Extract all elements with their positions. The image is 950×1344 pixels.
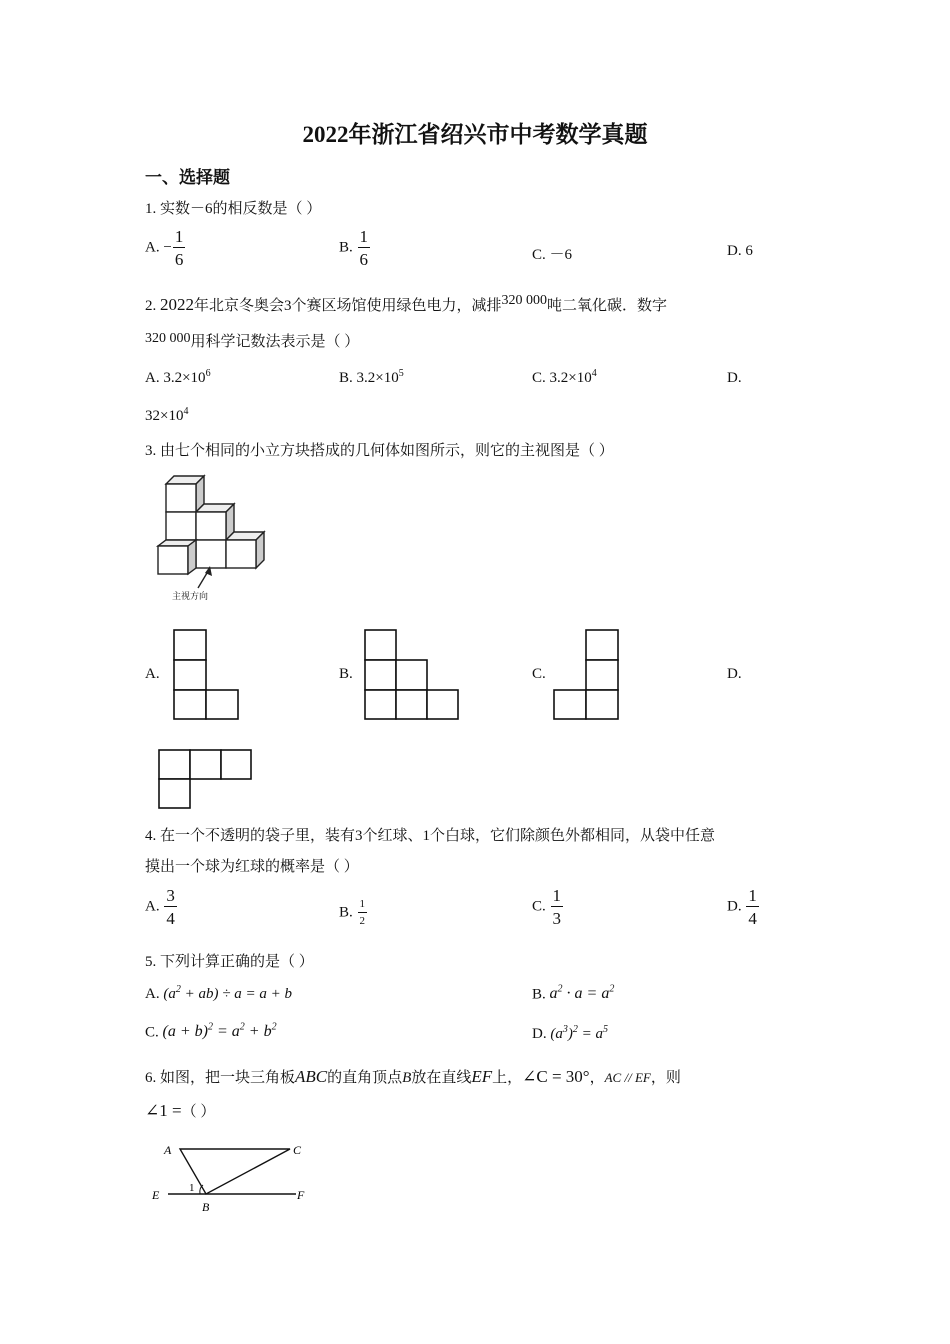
fraction: $\frac{1}{6}$ bbox=[359, 227, 369, 269]
q3-option-a-label[interactable]: A. bbox=[145, 666, 160, 682]
q5-option-b[interactable]: B. $a^2 \cdot a = a^2$ bbox=[532, 984, 615, 1003]
option-text: 6 bbox=[745, 243, 753, 259]
question-2-line-2: 320 000用科学记数法表示是（ ） bbox=[145, 331, 360, 350]
minus-sign: − bbox=[163, 239, 172, 256]
label-c: C bbox=[293, 1143, 302, 1157]
question-2-line-1: 2. 2022年北京冬奥会3个赛区场馆使用绿色电力，减排320 000吨二氧化碳．数字 bbox=[145, 293, 668, 314]
label-angle-1: 1 bbox=[189, 1182, 195, 1194]
q3-option-b-label[interactable]: B. bbox=[339, 666, 353, 682]
triangle-figure bbox=[150, 1138, 320, 1218]
question-6-line-1: 6. 如图，把一块三角板ABC的直角顶点B放在直线EF上，∠C = 30°，AC // EF，则 bbox=[145, 1067, 681, 1086]
option-label: B. bbox=[339, 239, 353, 256]
q3-option-c-label[interactable]: C. bbox=[532, 666, 546, 682]
cube-solid-figure bbox=[150, 470, 280, 610]
q1-option-c[interactable] bbox=[532, 243, 572, 264]
q1-option-a[interactable] bbox=[145, 228, 186, 268]
q2-option-b[interactable]: B. $3.2\times 10^5$ bbox=[339, 368, 404, 386]
q2-option-d-value: $32\times 10^4$ bbox=[145, 406, 189, 424]
question-1-stem: 1. 实数－6的相反数是（ ） bbox=[145, 201, 322, 217]
label-a: A bbox=[164, 1143, 172, 1157]
view-direction-label: 主视方向 bbox=[172, 592, 209, 602]
option-text: －6 bbox=[549, 247, 573, 263]
q4-option-c[interactable]: C. $\frac{1}{3}$ bbox=[532, 886, 562, 928]
section-heading: 一、选择题 bbox=[145, 168, 230, 187]
q2-option-a[interactable]: A. $3.2\times 10^6$ bbox=[145, 368, 211, 386]
fraction: $\frac{1}{6}$ bbox=[174, 227, 184, 269]
label-e: E bbox=[152, 1188, 160, 1202]
question-3-stem: 3. 由七个相同的小立方块搭成的几何体如图所示，则它的主视图是（ ） bbox=[145, 443, 614, 459]
page-title: 2022年浙江省绍兴市中考数学真题 bbox=[302, 122, 648, 147]
label-f: F bbox=[297, 1188, 305, 1202]
q4-option-a[interactable]: A. $\frac{3}{4}$ bbox=[145, 886, 175, 928]
q3-option-a-figure[interactable] bbox=[173, 629, 241, 721]
q3-option-b-figure[interactable] bbox=[364, 629, 461, 721]
label-b: B bbox=[202, 1200, 210, 1214]
question-6-line-2: ∠1 =（ ） bbox=[145, 1101, 216, 1120]
q3-option-c-figure[interactable] bbox=[553, 629, 621, 721]
option-label: A. bbox=[145, 239, 160, 256]
q3-option-d-figure[interactable] bbox=[158, 749, 253, 811]
option-label: C. bbox=[532, 247, 546, 263]
q3-option-d-label[interactable]: D. bbox=[727, 666, 742, 682]
q4-option-d[interactable]: D. $\frac{1}{4}$ bbox=[727, 886, 757, 928]
question-5-stem: 5. 下列计算正确的是（ ） bbox=[145, 954, 314, 970]
triangle-abc bbox=[180, 1149, 290, 1194]
question-4-line-2: 摸出一个球为红球的概率是（ ） bbox=[145, 859, 359, 875]
q2-option-c[interactable]: C. $3.2\times 10^4$ bbox=[532, 368, 597, 386]
q1-option-d[interactable] bbox=[727, 243, 753, 260]
q1-option-b[interactable] bbox=[339, 228, 371, 268]
q5-option-a[interactable]: A. $(a^2 + ab) \div a = a + b$ bbox=[145, 984, 292, 1002]
angle-1-arc bbox=[200, 1185, 203, 1194]
q2-option-d[interactable]: D. bbox=[727, 370, 742, 386]
question-4-line-1: 4. 在一个不透明的袋子里，装有3个红球、1个白球，它们除颜色外都相同，从袋中任意 bbox=[145, 828, 716, 844]
q5-option-d[interactable]: D. $(a^3)^2 = a^5$ bbox=[532, 1024, 608, 1042]
option-label: D. bbox=[727, 243, 742, 259]
q5-option-c[interactable]: C. $(a + b)^2 = a^2 + b^2$ bbox=[145, 1022, 277, 1041]
q4-option-b[interactable]: B. $\frac{1}{2}$ bbox=[339, 898, 366, 927]
